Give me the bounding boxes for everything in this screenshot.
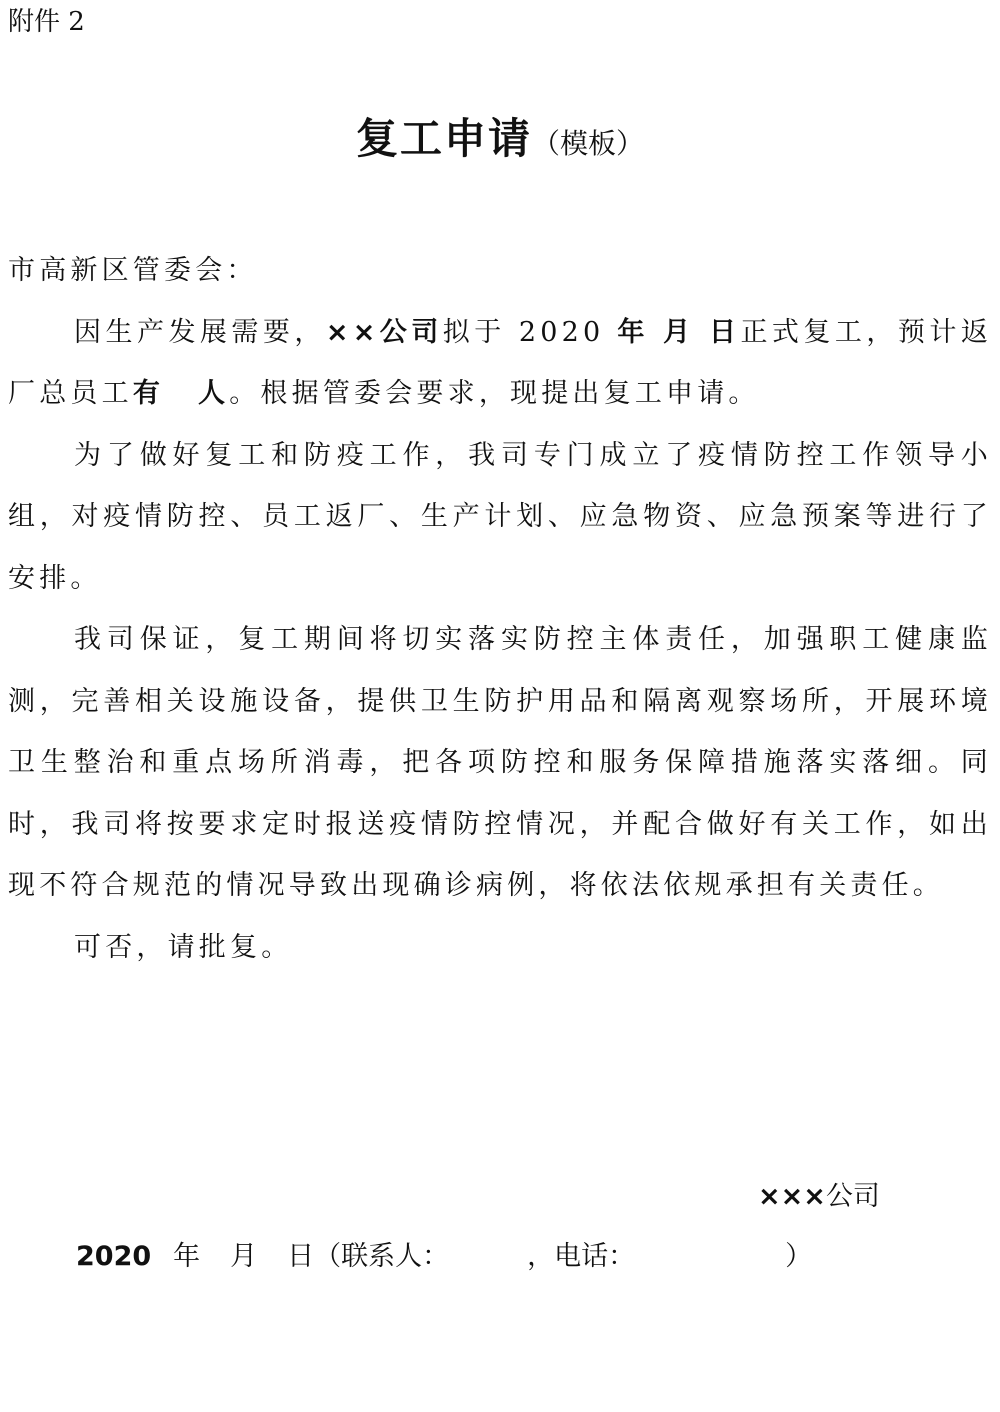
- p1-company: ××公司: [325, 316, 443, 348]
- p1-text-c: 正式复工，预计返厂总员工: [8, 316, 993, 409]
- phone-label: ，电话：: [527, 1241, 636, 1272]
- title-sub: （模板）: [532, 127, 645, 160]
- signer-company: [758, 1172, 880, 1222]
- signer-marks: ×××: [758, 1181, 826, 1212]
- dateline-close: ）: [785, 1241, 813, 1272]
- paragraph-2: 为了做好复工和防疫工作，我司专门成立了疫情防控工作领导小组，对疫情防控、员工返厂、生产计划、应急物资、应急预案等进行了安排。: [8, 439, 992, 594]
- attachment-label: 附件 2: [8, 7, 85, 37]
- document-title: [0, 106, 1000, 166]
- date-year: 年: [173, 1241, 201, 1272]
- title-main: 复工申请: [355, 114, 532, 163]
- paragraph-3: 我司保证，复工期间将切实落实防控主体责任，加强职工健康监测，完善相关设施设备，提供卫生防护用品和隔离观察场所，开展环境卫生整治和重点场所消毒，把各项防控和服务保障措施落实落细。同时，我司将按要求定时报送疫情防控情况，并配合做好有关工作，如出现不符合规范的情况导致出现确诊病例，将依法依规承担有关责任。: [8, 624, 992, 901]
- date-day-contact: 日（联系人：: [287, 1241, 450, 1272]
- paragraph-4: 可否，请批复。: [74, 931, 293, 963]
- p1-text-a: 因生产发展需要，: [74, 316, 326, 348]
- p1-day: 日: [708, 316, 741, 348]
- date-month: 月: [230, 1241, 258, 1272]
- p1-ren: 人: [198, 378, 230, 409]
- document-body: [8, 240, 992, 978]
- p1-text-d: 。根据管委会要求，现提出复工申请。: [229, 378, 760, 409]
- date-contact-line: [76, 1232, 976, 1282]
- date-year-number: 2020: [76, 1241, 152, 1272]
- salutation: 市高新区管委会：: [8, 255, 258, 286]
- paragraph-1: [8, 302, 992, 425]
- p1-month: 月: [662, 316, 695, 348]
- p1-you: 有: [132, 378, 165, 409]
- signer-company-text: 公司: [825, 1181, 880, 1212]
- p1-year: 年: [617, 316, 649, 348]
- p1-text-b: 拟于 2020: [442, 316, 618, 348]
